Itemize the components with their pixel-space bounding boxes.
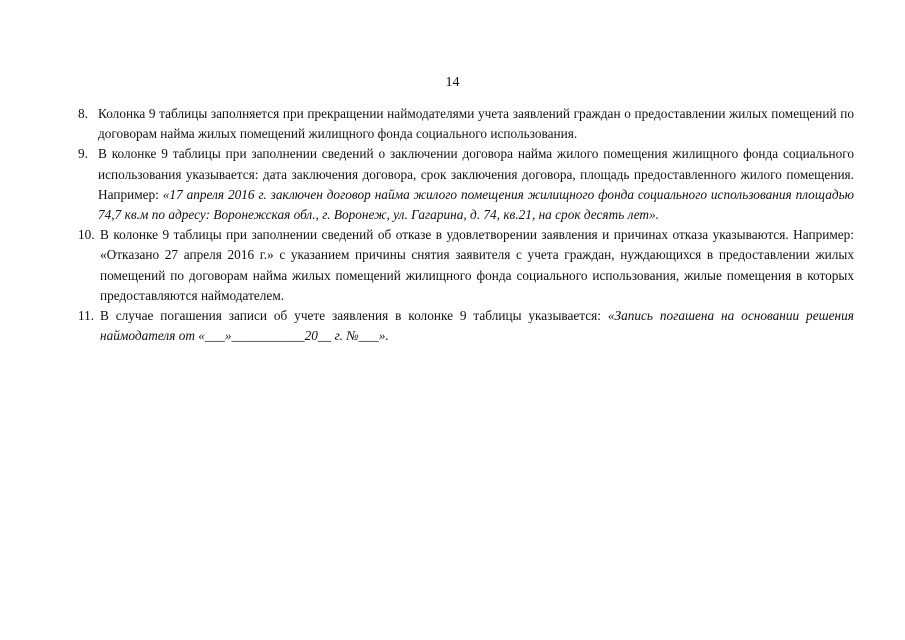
item-number: 8. bbox=[78, 106, 88, 121]
item-text: В случае погашения записи об учете заявления в колонке 9 таблицы указывается: bbox=[100, 308, 608, 324]
list-item-11 bbox=[78, 306, 854, 346]
item-example: «Запись погашена на основании решения наймодателя от «___»___________20__ г. №___». bbox=[100, 308, 854, 344]
item-number: 9. bbox=[78, 146, 88, 162]
item-body bbox=[100, 306, 854, 346]
item-number: 10. bbox=[78, 227, 95, 243]
item-text: В колонке 9 таблицы при заполнении сведений о заключении договора найма жилого помещения жилищного фонда социального использования указывается: дата заключения договора, срок заключения договора, площадь предоставленного жилого помещения. Например: bbox=[98, 146, 854, 202]
list-item-8 bbox=[78, 104, 854, 144]
item-text: Колонка 9 таблицы заполняется при прекращении наймодателями учета заявлений граждан о предоставлении жилых помещений по договорам найма жилых помещений жилищного фонда социального использования. bbox=[98, 106, 854, 142]
item-body bbox=[98, 144, 854, 225]
instruction-list bbox=[78, 104, 854, 346]
list-item-10 bbox=[78, 225, 854, 306]
page-number: 14 bbox=[445, 75, 460, 90]
item-body bbox=[100, 225, 854, 306]
item-body bbox=[98, 104, 854, 144]
item-example: «17 апреля 2016 г. заключен договор найма жилого помещения жилищного фонда социального использования площадью 74,7 кв.м по адресу: Воронежская обл., г. Воронеж, ул. Гагарина, д. 74, кв.21, на срок десять лет». bbox=[98, 186, 855, 223]
item-text: В колонке 9 таблицы при заполнении сведений об отказе в удовлетворении заявления и причинах отказа указываются. Например: «Отказано 27 апреля 2016 г.» с указанием причины снятия заявителя с учета граждан, нуждающихся в предоставлении жилых помещений по договорам найма жилых помещений жилищного фонда социального использования, жилые помещения в которых предоставляются наймодателем. bbox=[100, 227, 854, 303]
list-item-9 bbox=[78, 144, 854, 225]
item-number: 11. bbox=[78, 308, 95, 324]
